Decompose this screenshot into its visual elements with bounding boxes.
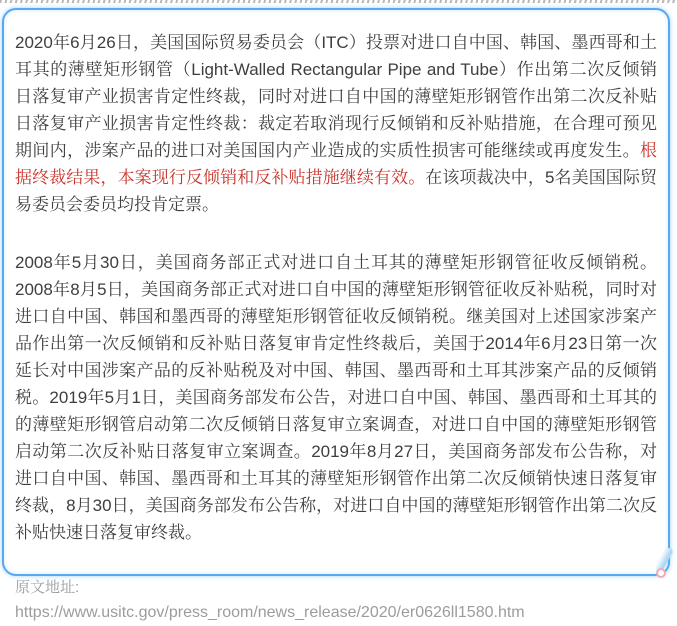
source-section	[15, 576, 657, 626]
dotted-divider	[0, 0, 677, 3]
paragraph-text: 在该项裁决中，5名美国国际贸易委员会委员均投肯定票。	[15, 168, 657, 214]
paragraph-case-history	[15, 249, 657, 546]
source-url-link[interactable]: https://www.usitc.gov/press_room/news_release/2020/er0626ll1580.htm	[15, 604, 525, 621]
article-card	[2, 8, 670, 621]
highlight-ruling-result-text: 根据终裁结果，本案现行反倾销和反补贴措施继续有效。	[15, 141, 657, 187]
paragraph-text: 2020年6月26日，美国国际贸易委员会（ITC）投票对进口自中国、韩国、墨西哥和土耳其的薄壁矩形钢管（Light-Walled Rectangular Pipe and Tube）作出第二次反倾销日落复审产业损害肯定性终裁，同时对进口自中国的薄壁矩形钢管作出第二次反补贴日落复审产业损害肯定性终裁：裁定若取消现行反倾销和反补贴措施，在合理可预见期间内，涉案产品的进口对美国国内产业造成的实质性损害可能继续或再度发生。	[15, 33, 657, 160]
paragraph-text: 2008年5月30日，美国商务部正式对进口自土耳其的薄壁矩形钢管征收反倾销税。2008年8月5日，美国商务部正式对进口自中国的薄壁矩形钢管征收反补贴税，同时对进口自中国、韩国和墨西哥的薄壁矩形钢管征收反倾销税。继美国对上述国家涉案产品作出第一次反倾销和反补贴日落复审肯定性终裁后，美国于2014年6月23日第一次延长对中国涉案产品的反补贴税及对中国、韩国、墨西哥和土耳其涉案产品的反倾销税。2019年5月1日，美国商务部发布公告，对进口自中国、韩国、墨西哥和土耳其的的薄壁矩形钢管启动第二次反倾销日落复审立案调查，对进口自中国的薄壁矩形钢管启动第二次反补贴日落复审立案调查。2019年8月27日，美国商务部发布公告称，对进口自中国、韩国、墨西哥和土耳其的薄壁矩形钢管作出第二次反倾销快速日落复审终裁，8月30日，美国商务部发布公告称，对进口自中国的薄壁矩形钢管作出第二次反补贴快速日落复审终裁。	[15, 253, 657, 542]
paragraph-final-ruling-2020	[15, 29, 657, 218]
source-address-label: 原文地址:	[15, 579, 80, 596]
